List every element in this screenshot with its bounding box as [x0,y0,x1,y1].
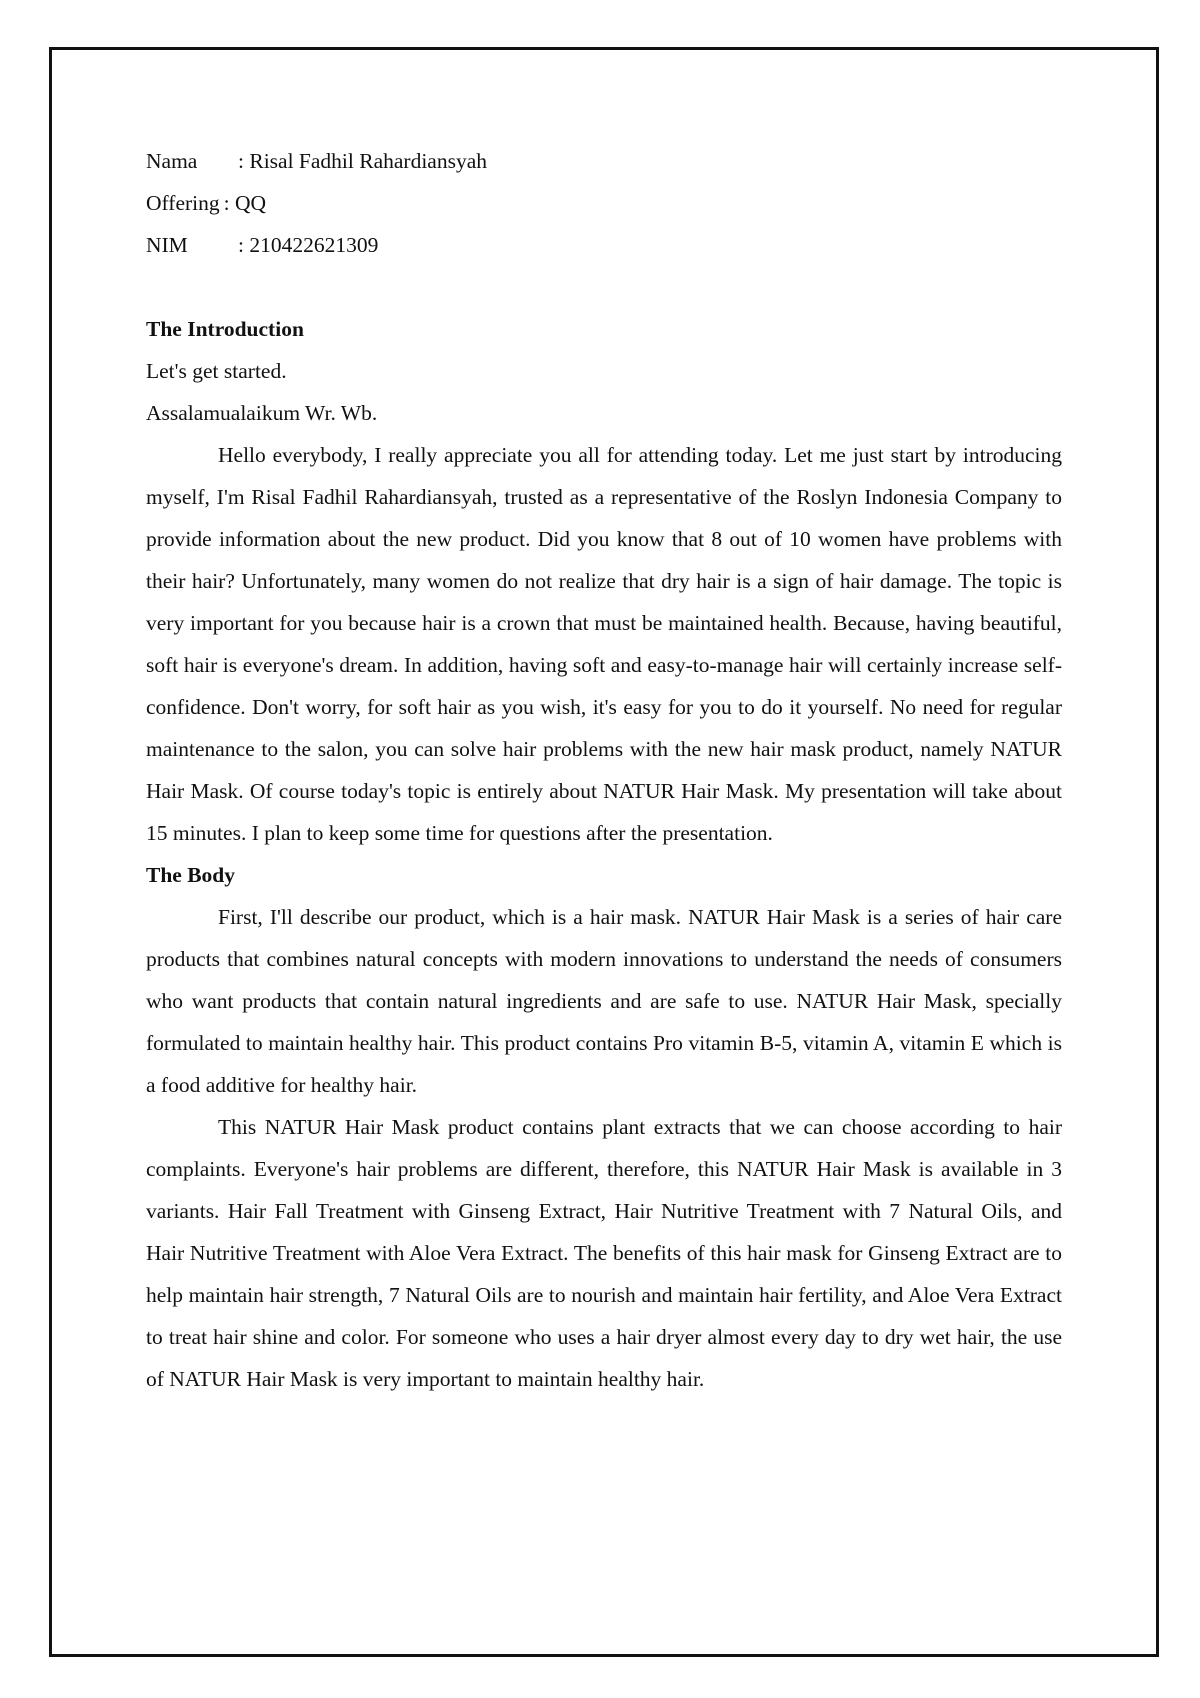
body-heading: The Body [146,863,236,887]
offering-label: Offering [146,191,220,215]
nama-label: Nama [146,149,198,173]
introduction-paragraph: Hello everybody, I really appreciate you all for attending today. Let me just start by introducing myself, I'm Risal Fadhil Rahardiansyah, trusted as a representative of the Roslyn Indonesia Company to provide information about the new product. Did you know that 8 out of 10 women have problems with their hair? Unfortunately, many women do not realize that dry hair is a sign of hair damage. The topic is very important for you because hair is a crown that must be maintained health. Because, having beautiful, soft hair is everyone's dream. In addition, having soft and easy-to-manage hair will certainly increase self-confidence. Don't worry, for soft hair as you wish, it's easy for you to do it yourself. No need for regular maintenance to the salon, you can solve hair problems with the new hair mask product, namely NATUR Hair Mask. Of course today's topic is entirely about NATUR Hair Mask. My presentation will take about 15 minutes. I plan to keep some time for questions after the presentation. [146,443,1062,845]
nim-value: : 210422621309 [238,233,379,257]
nama-row [146,140,1062,182]
intro-line-1: Let's get started. [146,359,287,383]
offering-value: : QQ [223,191,267,215]
document-content [146,140,1062,1400]
nim-label: NIM [146,233,188,257]
offering-row [146,182,1062,224]
body-paragraph-2: This NATUR Hair Mask product contains plant extracts that we can choose according to hair complaints. Everyone's hair problems are different, therefore, this NATUR Hair Mask is available in 3 variants. Hair Fall Treatment with Ginseng Extract, Hair Nutritive Treatment with 7 Natural Oils, and Hair Nutritive Treatment with Aloe Vera Extract. The benefits of this hair mask for Ginseng Extract are to help maintain hair strength, 7 Natural Oils are to nourish and maintain hair fertility, and Aloe Vera Extract to treat hair shine and color. For someone who uses a hair dryer almost every day to dry wet hair, the use of NATUR Hair Mask is very important to maintain healthy hair. [146,1115,1062,1391]
intro-line-2: Assalamualaikum Wr. Wb. [146,401,378,425]
nama-value: : Risal Fadhil Rahardiansyah [238,149,488,173]
body-paragraph-1: First, I'll describe our product, which is a hair mask. NATUR Hair Mask is a series of hair care products that combines natural concepts with modern innovations to understand the needs of consumers who want products that contain natural ingredients and are safe to use. NATUR Hair Mask, specially formulated to maintain healthy hair. This product contains Pro vitamin B-5, vitamin A, vitamin E which is a food additive for healthy hair. [146,905,1062,1097]
nim-row [146,224,1062,266]
spacer [146,266,1062,308]
introduction-heading: The Introduction [146,317,304,341]
